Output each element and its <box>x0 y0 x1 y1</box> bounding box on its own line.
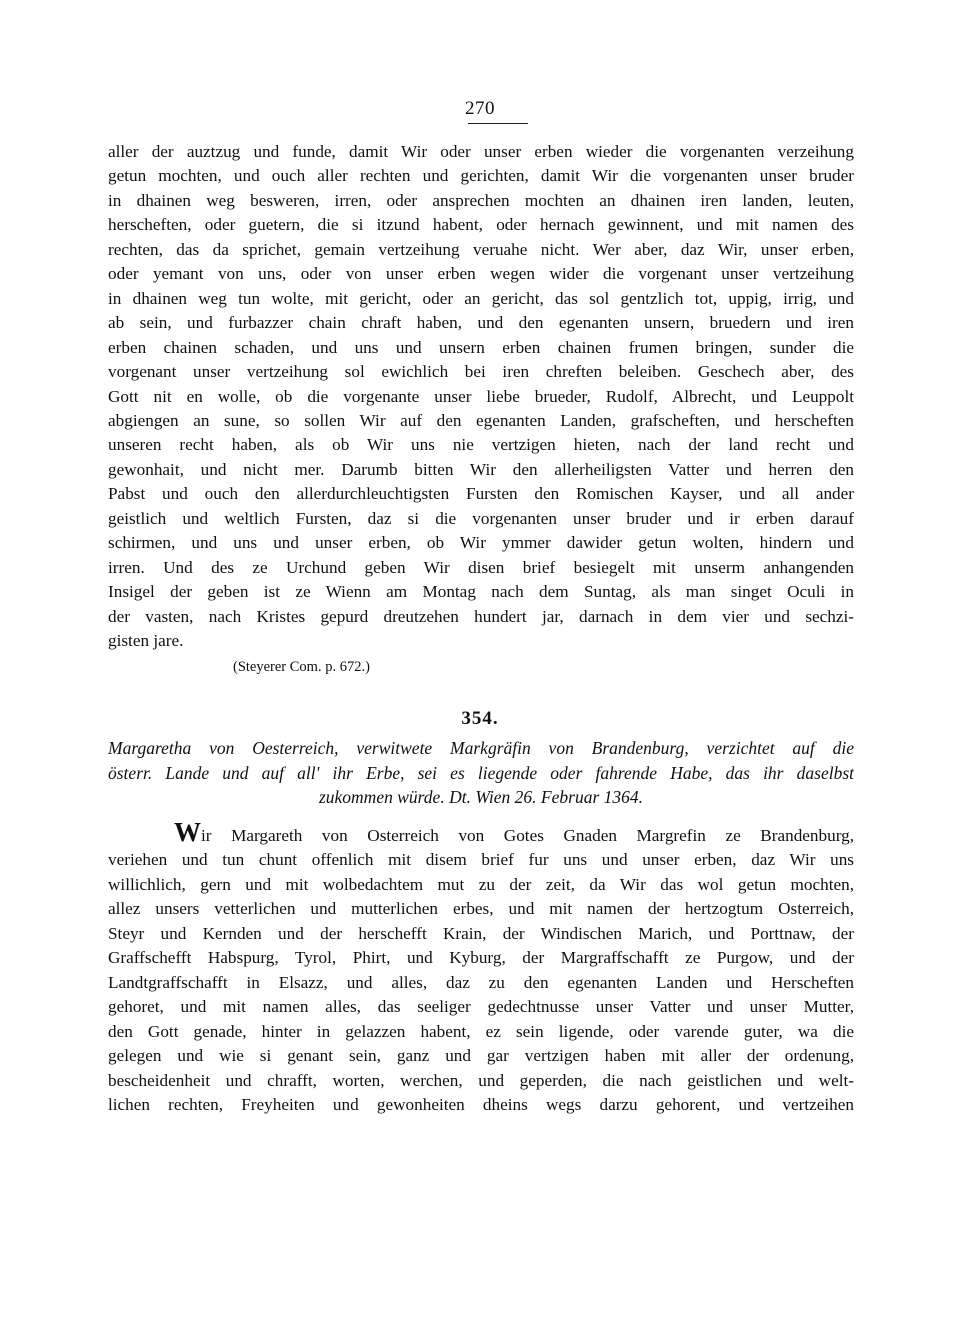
text-line: bescheidenheit und chrafft, worten, werchen, und geperden, die nach geistlichen und welt- <box>108 1070 854 1090</box>
text-line: Pabst und ouch den allerdurchleuchtigsten Fursten den Romischen Kayser, und all ander <box>108 484 854 504</box>
text-line: lichen rechten, Freyheiten und gewonheiten dheins wegs darzu gehorent, und vertzeihen <box>108 1094 854 1114</box>
text-line: Landtgraffschafft in Elsazz, und alles, daz zu den egenanten Landen und Herscheften <box>108 972 854 992</box>
text-line: willichlich, gern und mit wolbedachtem mut zu der zeit, da Wir das wol getun mochten, <box>108 874 854 894</box>
text-line: herscheften, oder guetern, die si itzund habent, oder hernach gewinnent, und mit namen des <box>108 215 854 235</box>
text-line: ab sein, und furbazzer chain chraft haben, und den egenanten unsern, bruedern und iren <box>108 313 854 333</box>
text-line: gelegen und wie si genant sein, ganz und gar vertzigen haben mit aller der ordenung, <box>108 1046 854 1066</box>
first-line-text: ir Margareth von Osterreich von Gotes Gnaden Margrefin ze Brandenburg, <box>201 826 854 845</box>
page-number: 270 <box>465 98 495 119</box>
text-line: aller der auztzug und funde, damit Wir oder unser erben wieder die vorgenanten verzeihung <box>108 142 854 161</box>
text-line: unseren recht haben, als ob Wir uns nie vertzigen hieten, nach der land recht und <box>108 435 854 455</box>
source-citation: (Steyerer Com. p. 672.) <box>233 659 370 675</box>
text-line: geistlich und weltlich Fursten, daz si die vorgenanten unser bruder und ir erben darauf <box>108 508 854 528</box>
text-line: Steyr und Kernden und der herschefft Krain, der Windischen Marich, und Porttnaw, der <box>108 923 854 943</box>
document-number: 354. <box>461 708 499 729</box>
text-line: allez unsers vetterlichen und mutterlichen erbes, und mit namen der hertzogtum Osterreich, <box>108 899 854 919</box>
heading-line: Margaretha von Oesterreich, verwitwete Markgräfin von Brandenburg, verzichtet auf die <box>108 738 854 758</box>
text-line: erben chainen schaden, und uns und unsern erben chainen frumen bringen, sunder die <box>108 337 854 357</box>
text-line: gisten jare. <box>108 631 184 651</box>
document-heading <box>108 736 854 810</box>
text-line: oder yemant von uns, oder von unser erben wegen wider die vorgenant unser vertzeihung <box>108 264 854 284</box>
text-line: in dhainen weg tun wolte, mit gericht, oder an gericht, das sol gentzlich tot, uppig, irrig, und <box>108 288 854 308</box>
text-line: Graffschefft Habspurg, Tyrol, Phirt, und Kyburg, der Margraffschafft ze Purgow, und der <box>108 948 854 968</box>
text-line: den Gott genade, hinter in gelazzen habent, ez sein ligende, oder varende guter, wa die <box>108 1021 854 1041</box>
heading-line: zukommen würde. Dt. Wien 26. Februar 1364. <box>318 787 644 807</box>
document-353-body <box>108 140 854 654</box>
heading-line: österr. Lande und auf all' ihr Erbe, sei es liegende oder fahrende Habe, das ihr daselbst <box>108 762 854 783</box>
document-354-body <box>108 822 854 1117</box>
page-number-rule <box>468 123 528 124</box>
text-line: rechten, das da sprichet, gemain vertzeihung veruahe nicht. Wer aber, daz Wir, unser erben, <box>108 239 854 259</box>
text-line: abgiengen an sune, so sollen Wir auf den egenanten Landen, grafscheften, und herscheften <box>108 410 854 430</box>
text-line: der vasten, nach Kristes gepurd dreutzehen hundert jar, darnach in dem vier und sechzi- <box>108 606 854 626</box>
text-line: in dhainen weg besweren, irren, oder ansprechen mochten an dhainen iren landen, leuten, <box>108 190 854 210</box>
text-line: gehoret, und mit namen alles, das seeliger gedechtnusse unser Vatter und unser Mutter, <box>108 997 854 1017</box>
initial-letter: W <box>174 822 201 847</box>
text-line: Insigel der geben ist ze Wienn am Montag nach dem Suntag, als man singet Oculi in <box>108 582 854 602</box>
text-line: Gott nit en wolle, ob die vorgenante unser liebe brueder, Rudolf, Albrecht, und Leuppolt <box>108 386 854 406</box>
text-line: getun mochten, und ouch aller rechten und gerichten, damit Wir die vorgenanten unser bruder <box>108 166 854 186</box>
text-line: vorgenant unser vertzeihung sol ewichlich bei iren chreften beleiben. Geschech aber, des <box>108 362 854 382</box>
text-line: irren. Und des ze Urchund geben Wir disen brief besiegelt mit unserm anhangenden <box>108 557 854 577</box>
text-line-first <box>108 822 854 848</box>
text-line: gewonhait, und nicht mer. Darumb bitten Wir den allerheiligsten Vatter und herren den <box>108 459 854 479</box>
text-line: veriehen und tun chunt offenlich mit disem brief fur uns und unser erben, daz Wir uns <box>108 850 854 870</box>
text-line: schirmen, und uns und unser erben, ob Wir ymmer dawider getun wolten, hindern und <box>108 533 854 553</box>
